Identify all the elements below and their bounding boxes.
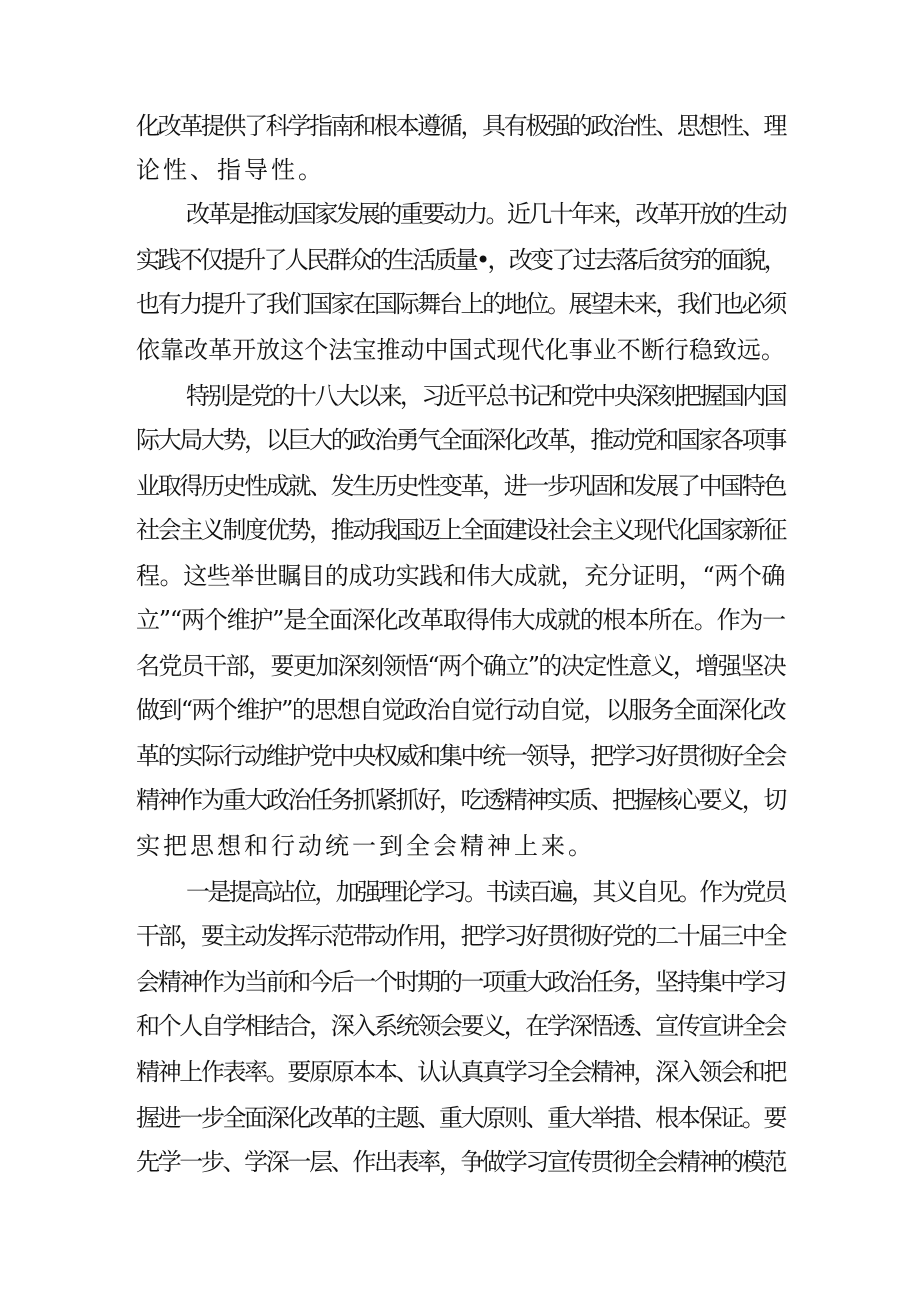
text-line-content: 特别是党的十八大以来，习近平总书记和党中央深刻把握国内国: [186, 382, 786, 410]
text-line: [0, 194, 920, 234]
text-line-content: 化改革提供了科学指南和根本遵循，具有极强的政治性、思想性、理: [136, 112, 785, 140]
text-line: [0, 1052, 920, 1092]
text-line: [0, 1098, 920, 1138]
text-line-content: 改革是推动国家发展的重要动力。近几十年来，改革开放的生动: [186, 200, 786, 228]
text-line-content: 和个人自学相结合，深入系统领会要义，在学深悟透、宣传宣讲全会: [136, 1012, 785, 1040]
text-line-content: 握进一步全面深化改革的主题、重大原则、重大举措、根本保证。要: [136, 1104, 785, 1132]
text-line: [0, 1006, 920, 1046]
text-line-content: 精神作为重大政治任务抓紧抓好，吃透精神实质、把握核心要义，切: [136, 786, 785, 814]
text-line: [0, 330, 920, 370]
text-line: [0, 780, 920, 820]
text-line-content: 程。这些举世瞩目的成功实践和伟大成就，充分证明，“两个确: [136, 562, 785, 590]
text-line-content: 社会主义制度优势，推动我国迈上全面建设社会主义现代化国家新征: [136, 516, 785, 544]
text-line-content: 会精神作为当前和今后一个时期的一项重大政治任务，坚持集中学习: [136, 968, 785, 996]
text-line: [0, 1142, 920, 1182]
text-line-content: 革的实际行动维护党中央权威和集中统一领导，把学习好贯彻好全会: [136, 742, 785, 770]
text-line: [0, 646, 920, 686]
text-line: [0, 420, 920, 460]
text-line: [0, 466, 920, 506]
text-line-content: 做到“两个维护”的思想自觉政治自觉行动自觉，以服务全面深化改: [136, 696, 785, 724]
text-line-content: 也有力提升了我们国家在国际舞台上的地位。展望未来，我们也必须: [136, 290, 785, 318]
text-line: [0, 600, 920, 640]
text-line-content: 实践不仅提升了人民群众的生活质量•，改变了过去落后贫穷的面貌，: [136, 246, 785, 274]
text-line-content: 精神上作表率。要原原本本、认认真真学习全会精神，深入领会和把: [136, 1058, 785, 1086]
text-line: [0, 150, 920, 190]
text-line: [0, 376, 920, 416]
text-line-content: 干部，要主动发挥示范带动作用，把学习好贯彻好党的二十届三中全: [136, 922, 785, 950]
text-line: [0, 872, 920, 912]
text-line: [0, 690, 920, 730]
text-line: [0, 736, 920, 776]
text-line-content: 论性、指导性。: [136, 156, 325, 184]
text-line-content: 一是提高站位，加强理论学习。书读百遍，其义自见。作为党员: [186, 878, 786, 906]
text-line: [0, 916, 920, 956]
text-line: [0, 106, 920, 146]
text-line: [0, 510, 920, 550]
text-line-content: 立”“两个维护”是全面深化改革取得伟大成就的根本所在。作为一: [136, 606, 785, 634]
text-line: [0, 962, 920, 1002]
text-line: [0, 240, 920, 280]
text-line: [0, 556, 920, 596]
text-line-content: 际大局大势，以巨大的政治勇气全面深化改革，推动党和国家各项事: [136, 426, 785, 454]
text-line: [0, 826, 920, 866]
text-line-content: 业取得历史性成就、发生历史性变革，进一步巩固和发展了中国特色: [136, 472, 785, 500]
text-line-content: 依靠改革开放这个法宝推动中国式现代化事业不断行稳致远。: [136, 336, 785, 364]
text-line-content: 先学一步、学深一层、作出表率，争做学习宣传贯彻全会精神的模范: [136, 1148, 785, 1176]
text-line: [0, 284, 920, 324]
text-line-content: 实把思想和行动统一到全会精神上来。: [136, 832, 595, 860]
text-line-content: 名党员干部，要更加深刻领悟“两个确立”的决定性意义，增强坚决: [136, 652, 785, 680]
